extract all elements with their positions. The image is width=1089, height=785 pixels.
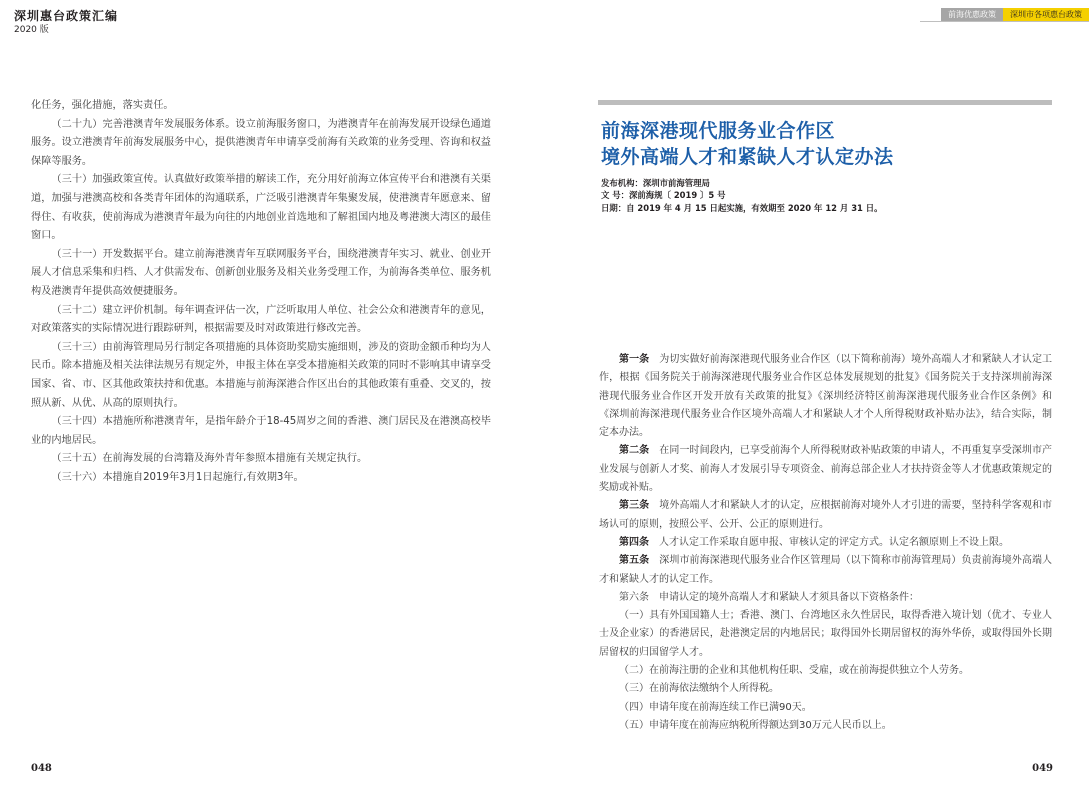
paragraph: （三十一）开发数据平台。建立前海港澳青年互联网服务平台，围绕港澳青年实习、就业、创业开展人才信息采集和归档、人才供需发布、创新创业服务及相关业务受理工作，为前海各类单位、服务机构及港澳青年提供高效便捷服务。 (31, 248, 491, 297)
header-divider (920, 21, 1089, 22)
paragraph: （五）申请年度在前海应纳税所得额达到30万元人民币以上。 (619, 719, 892, 731)
paragraph: （三十二）建立评价机制。每年调查评估一次，广泛听取用人单位、社会公众和港澳青年的意见，对政策落实的实际情况进行跟踪研判，根据需要及时对政策进行修改完善。 (31, 304, 491, 335)
paragraph: 第六条 申请认定的境外高端人才和紧缺人才须具备以下资格条件： (619, 591, 919, 603)
paragraph: （一）具有外国国籍人士；香港、澳门、台湾地区永久性居民，取得香港入境计划（优才、专业人士及企业家）的香港居民，赴港澳定居的内地居民；取得国外长期居留权的海外华侨，或取得国外长期居留权的归国留学人才。 (599, 610, 1052, 658)
paragraph: 化任务，强化措施，落实责任。 (31, 100, 174, 111)
book-year: 2020 版 (14, 25, 49, 35)
article (599, 552, 1052, 589)
document-title-line-1: 前海深港现代服务业合作区 (601, 120, 836, 142)
article-label: 第四条 (619, 536, 649, 548)
paragraph: （二）在前海注册的企业和其他机构任职、受雇，或在前海提供独立个人劳务。 (619, 665, 969, 677)
effective-date: 日期：自 2019 年 4 月 15 日起实施，有效期至 2020 年 12 月 31 日。 (601, 202, 883, 213)
article-label: 第五条 (619, 555, 650, 567)
article (599, 442, 1052, 497)
article-text: 境外高端人才和紧缺人才的认定，应根据前海对境外人才引进的需要，坚持科学客观和市场认可的原则，按照公平、公开、公正的原则进行。 (599, 500, 1053, 530)
document-title (601, 118, 894, 170)
article-label: 第三条 (619, 500, 650, 512)
paragraph: （二十九）完善港澳青年发展服务体系。设立前海服务窗口，为港澳青年在前海发展开设绿色通道服务。设立港澳青年前海发展服务中心，提供港澳青年申请享受前海有关政策的业务受理、咨询和权益保障等服务。 (31, 118, 491, 167)
paragraph: （三）在前海依法缴纳个人所得税。 (619, 683, 779, 695)
right-page (545, 0, 1089, 785)
tab-shenzhen-policy[interactable]: 深圳市各项惠台政策 (1003, 8, 1089, 21)
paragraph: （三十六）本措施自2019年3月1日起施行,有效期3年。 (51, 471, 304, 483)
title-rule (598, 100, 1052, 105)
left-body-text (31, 97, 491, 487)
article (599, 351, 1052, 442)
header-tabs (941, 8, 1089, 21)
article (599, 497, 1052, 534)
paragraph: （三十）加强政策宣传。认真做好政策举措的解读工作，充分用好前海立体宣传平台和港澳有关渠道，加强与港澳高校和各类青年团体的沟通联系，广泛吸引港澳青年集聚发展，使港澳青年愿意来、留得住、有收获，使前海成为港澳青年最为向往的内地创业首选地和了解祖国内地及粤港澳大湾区的最佳窗口。 (31, 174, 491, 242)
article-text: 为切实做好前海深港现代服务业合作区（以下简称前海）境外高端人才和紧缺人才认定工作，根据《国务院关于前海深港现代服务业合作区总体发展规划的批复》《国务院关于支持深圳前海深港现代服务业合作区开发开放有关政策的批复》《深圳经济特区前海深港现代服务业合作区条例》和《深圳前海深港现代服务业合作区境外高端人才和紧缺人才个人所得税财政补贴办法》，结合实际，制定本办法。 (599, 354, 1053, 439)
paragraph: （三十四）本措施所称港澳青年，是指年龄介于18-45周岁之间的香港、澳门居民及在港澳高校毕业的内地居民。 (31, 416, 491, 446)
page-number-left: 048 (31, 763, 52, 774)
paragraph: （三十五）在前海发展的台湾籍及海外青年参照本措施有关规定执行。 (51, 453, 368, 465)
issuer: 发布机构：深圳市前海管理局 (601, 178, 710, 188)
book-title: 深圳惠台政策汇编 (14, 9, 119, 23)
right-body-text (599, 351, 1052, 735)
article-label: 第二条 (619, 445, 650, 457)
document-title-line-2: 境外高端人才和紧缺人才认定办法 (601, 146, 894, 168)
tab-qianhai-policy[interactable]: 前海优惠政策 (941, 8, 1003, 21)
article-text: 深圳市前海深港现代服务业合作区管理局（以下简称市前海管理局）负责前海境外高端人才和紧缺人才的认定工作。 (599, 555, 1053, 585)
document-number: 文 号：深前海规〔 2019 〕5 号 (601, 190, 726, 201)
left-page (0, 0, 544, 785)
paragraph: （四）申请年度在前海连续工作已满90天。 (619, 701, 812, 713)
document-meta (601, 177, 883, 214)
article (599, 534, 1052, 552)
article-text: 人才认定工作采取自愿申报、审核认定的评定方式。认定名额原则上不设上限。 (659, 536, 1009, 548)
article-text: 在同一时间段内，已享受前海个人所得税财政补贴政策的申请人，不再重复享受深圳市产业发展与创新人才奖、前海人才发展引导专项资金、前海总部企业人才扶持资金等人才优惠政策规定的奖励或补贴。 (599, 445, 1053, 494)
page-number-right: 049 (1032, 763, 1053, 774)
paragraph: （三十三）由前海管理局另行制定各项措施的具体资助奖励实施细则，涉及的资助金额币种均为人民币。除本措施及相关法律法规另有规定外，申报主体在享受本措施相关政策的同时不影响其申请享受国家、省、市、区其他政策扶持和优惠。本措施与前海深港合作区出台的其他政策有重叠、交叉的，按照从新、从优、从高的原则执行。 (31, 341, 491, 409)
article-label: 第一条 (619, 354, 650, 365)
